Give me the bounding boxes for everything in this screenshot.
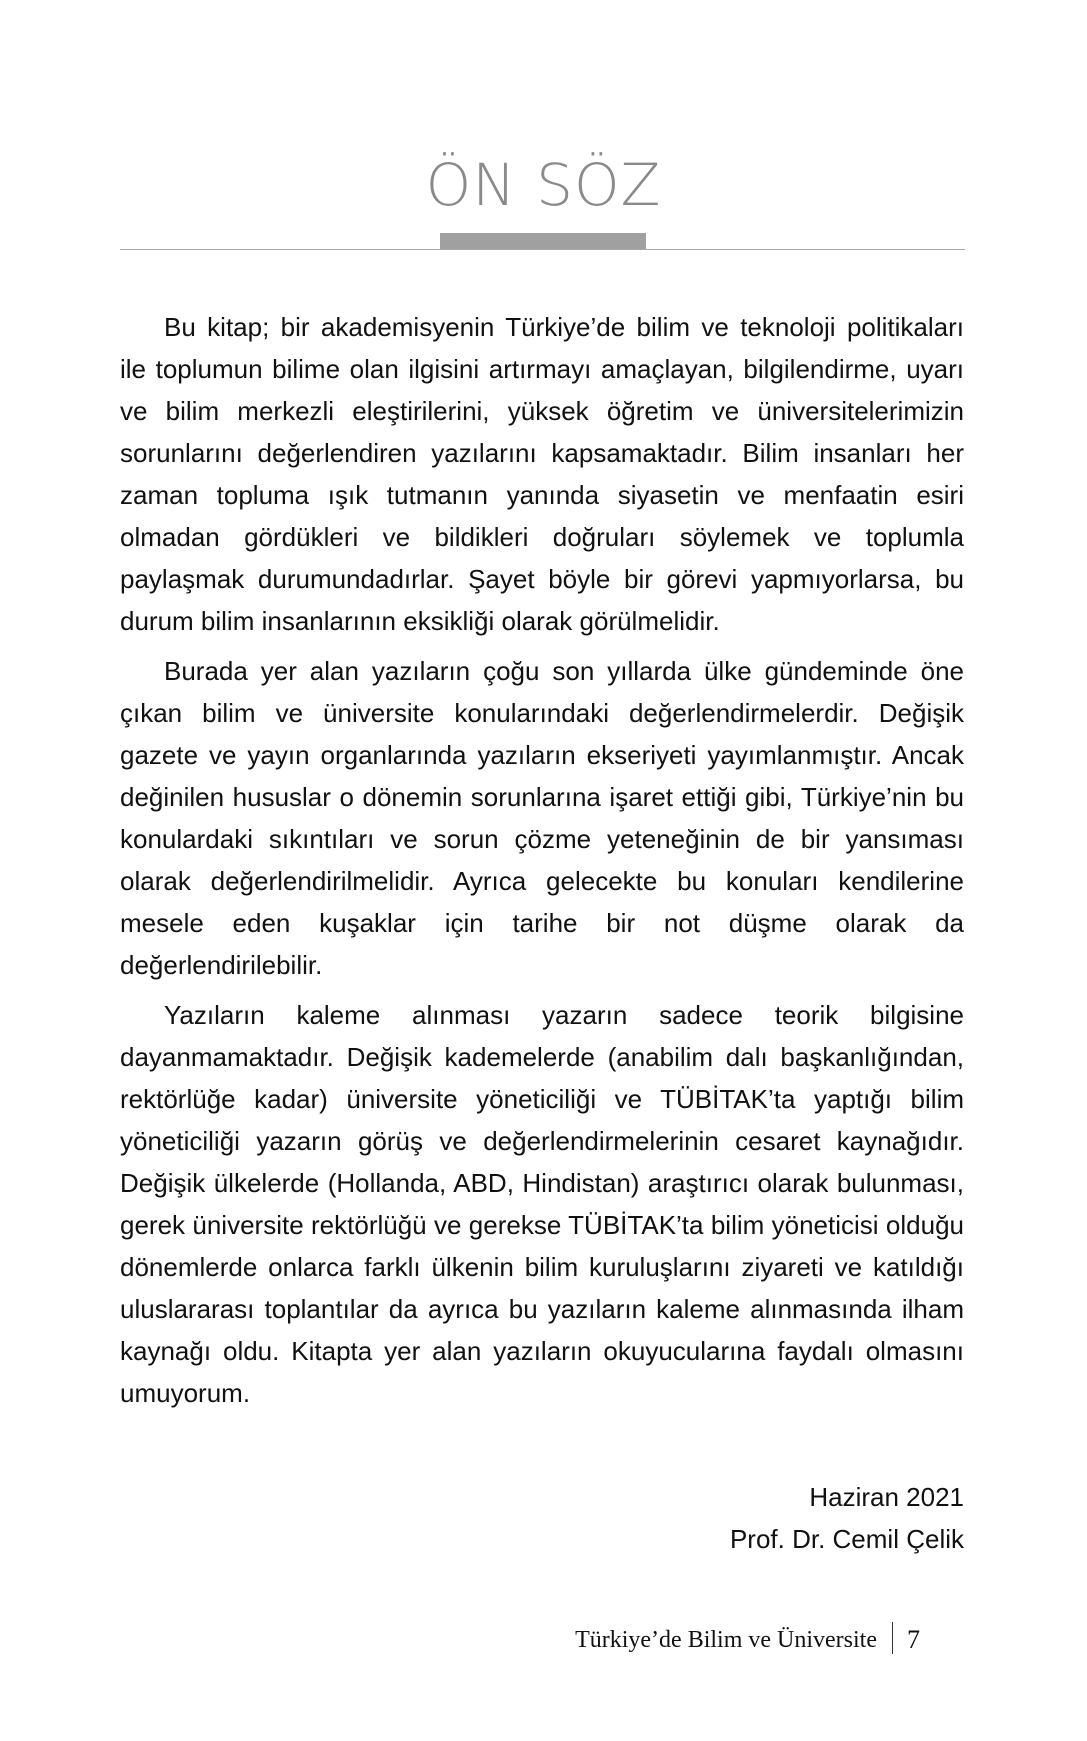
paragraph-2: Burada yer alan yazıların çoğu son yıllarda ülke gündeminde öne çıkan bilim ve üniversite konularındaki değerlendirmelerdir. Değişik gazete ve yayın organlarında yazıların ekseriyeti yayımlanmıştır. Ancak değinilen hususlar o dönemin sorunlarına işaret ettiği gibi, Türkiye’nin bu konulardaki sıkıntıları ve sorun çözme yeteneğinin de bir yansıması olarak değerlendirilmelidir. Ayrıca gelecekte bu konuları kendilerine mesele eden kuşaklar için tarihe bir not düşme olarak da değerlendirilebilir. bbox=[120, 656, 964, 980]
page-number: 7 bbox=[907, 1625, 920, 1654]
title-accent-bar bbox=[440, 233, 646, 249]
paragraph-3: Yazıların kaleme alınması yazarın sadece teorik bilgisine dayanmamaktadır. Değişik kademelerde (anabilim dalı başkanlığından, rektörlüğe kadar) üniversite yöneticiliği ve TÜBİTAK’ta yaptığı bilim yöneticiliği yazarın görüş ve değerlendirmelerinin cesaret kaynağıdır. Değişik ülkelerde (Hollanda, ABD, Hindistan) araştırıcı olarak bulunması, gerek üniversite rektörlüğü ve gerekse TÜBİTAK’ta bilim yöneticisi olduğu dönemlerde onlarca farklı ülkenin bilim kuruluşlarını ziyareti ve katıldığı uluslararası toplantılar da ayrıca bu yazıların kaleme alınmasında ilham kaynağı oldu. Kitapta yer alan yazıların okuyucularına faydalı olmasını umuyorum. bbox=[120, 1000, 964, 1408]
signature-block bbox=[730, 1476, 964, 1560]
title-divider bbox=[120, 249, 965, 250]
signature-date: Haziran 2021 bbox=[809, 1482, 964, 1512]
paragraph-1: Bu kitap; bir akademisyenin Türkiye’de bilim ve teknoloji politikaları ile toplumun bilime olan ilgisini artırmayı amaçlayan, bilgilendirme, uyarı ve bilim merkezli eleştirilerini, yüksek öğretim ve üniversitelerimizin sorunlarını değerlendiren yazılarını kapsamaktadır. Bilim insanları her zaman topluma ışık tutmanın yanında siyasetin ve menfaatin esiri olmadan gördükleri ve bildikleri doğruları söylemek ve toplumla paylaşmak durumundadırlar. Şayet böyle bir görevi yapmıyorlarsa, bu durum bilim insanlarının eksikliği olarak görülmelidir. bbox=[120, 312, 964, 636]
footer-separator bbox=[892, 1622, 893, 1654]
page-title: ÖN SÖZ bbox=[425, 151, 662, 219]
body-text bbox=[120, 306, 964, 1422]
signature-author: Prof. Dr. Cemil Çelik bbox=[729, 1524, 964, 1554]
running-footer-title: Türkiye’de Bilim ve Üniversite bbox=[575, 1627, 877, 1653]
